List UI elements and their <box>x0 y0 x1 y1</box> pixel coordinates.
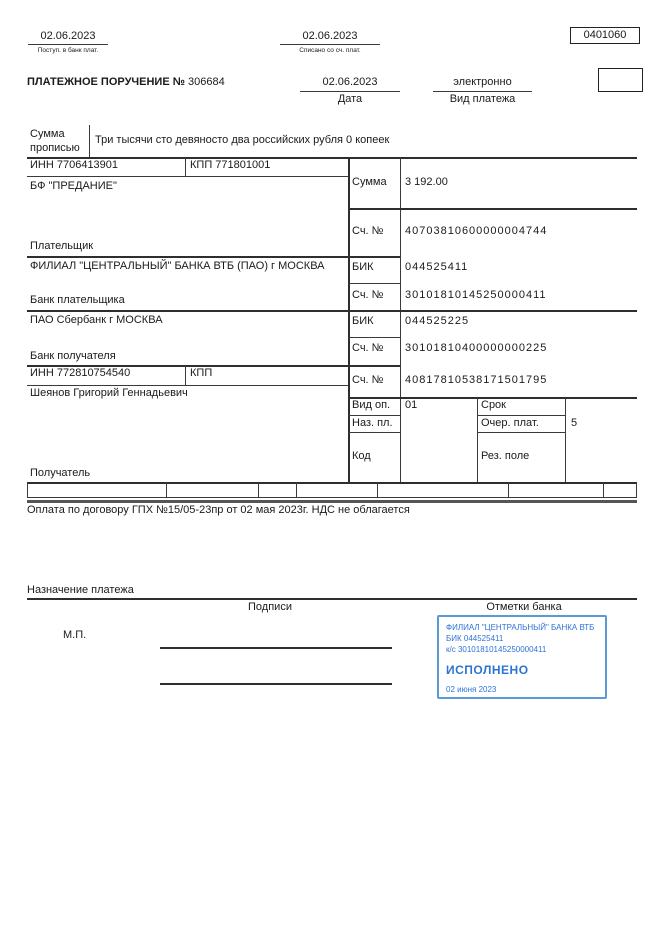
signature-line-1 <box>160 647 392 649</box>
fields-row-bottom-border <box>27 497 637 498</box>
payer-account-label: Сч. № <box>352 225 384 237</box>
amount-row-border <box>348 208 637 210</box>
stamp-bik: БИК 044525411 <box>446 634 504 643</box>
receiver-bank-label: Банк получателя <box>30 350 116 362</box>
payer-bank-account: 30101810145250000411 <box>405 289 547 301</box>
received-date-label: Поступ. в банк плат. <box>37 47 99 54</box>
fields-row-v1 <box>166 482 167 497</box>
fields-row-v7 <box>636 482 637 497</box>
receiver-bank-account-label: Сч. № <box>352 342 384 354</box>
receiver-account: 40817810538171501795 <box>405 374 548 386</box>
payer-bank-bik-box-border <box>348 283 400 284</box>
payer-bottom-border <box>27 256 400 258</box>
priority-box-border <box>477 432 565 433</box>
fields-row-v3 <box>296 482 297 497</box>
signatures-label: Подписи <box>248 601 292 613</box>
bank-stamp <box>437 615 607 699</box>
term-label: Срок <box>481 399 506 411</box>
amount-words-divider <box>89 125 90 157</box>
stamp-place-label: М.П. <box>63 629 87 641</box>
received-date: 02.06.2023 <box>40 30 96 42</box>
stamp-status: ИСПОЛНЕНО <box>446 663 529 677</box>
purpose-text: Оплата по договору ГПХ №15/05-23пр от 02 мая 2023г. НДС не облагается <box>27 504 410 516</box>
table-top-border <box>27 157 637 159</box>
pay-purpose-box-border <box>348 432 400 433</box>
payer-kpp: КПП 771801001 <box>190 159 271 171</box>
debited-date: 02.06.2023 <box>302 30 358 42</box>
stamp-bank-name: ФИЛИАЛ "ЦЕНТРАЛЬНЫЙ" БАНКА ВТБ <box>446 623 595 632</box>
amount-words-label: Сумма прописью <box>30 128 80 154</box>
table-bottom-border <box>27 482 637 484</box>
payer-label: Плательщик <box>30 240 94 252</box>
debited-date-underline <box>280 44 380 45</box>
payer-inn-kpp-divider <box>185 157 186 176</box>
payer-bank-bottom-border <box>27 310 637 312</box>
payment-type-underline <box>433 91 532 92</box>
table-mid-divider <box>348 157 350 482</box>
fields-row-v4 <box>377 482 378 497</box>
payer-name: БФ "ПРЕДАНИЕ" <box>30 180 117 192</box>
doc-date-value: 02.06.2023 <box>322 76 378 88</box>
receiver-name: Шеянов Григорий Геннадьевич <box>30 387 188 399</box>
payment-type-label: Вид платежа <box>449 93 516 105</box>
payment-type-code-box <box>598 68 643 92</box>
received-date-underline <box>28 44 108 45</box>
form-code-box <box>570 27 640 44</box>
priority-label: Очер. плат. <box>481 417 539 429</box>
purpose-bottom-border <box>27 598 637 600</box>
op-type-box-border <box>348 415 400 416</box>
receiver-bank-account: 30101810400000000225 <box>405 342 548 354</box>
receiver-bank-name: ПАО Сбербанк г МОСКВА <box>30 314 163 326</box>
term-box-border <box>477 415 565 416</box>
reserve-field-label: Рез. поле <box>481 450 530 462</box>
bank-marks-label: Отметки банка <box>486 601 562 613</box>
payer-bank-label: Банк плательщика <box>30 294 125 306</box>
priority-value: 5 <box>571 417 578 429</box>
signature-line-2 <box>160 683 392 685</box>
payer-account: 40703810600000004744 <box>405 225 548 237</box>
title-text: ПЛАТЕЖНОЕ ПОРУЧЕНИЕ № <box>27 76 185 88</box>
form-code: 0401060 <box>583 29 627 41</box>
amount-label: Сумма <box>352 176 387 188</box>
fields-row-v0 <box>27 482 28 497</box>
purpose-label: Назначение платежа <box>27 584 134 596</box>
receiver-kpp: КПП <box>190 367 213 379</box>
label-col-divider <box>400 157 401 482</box>
receiver-account-label: Сч. № <box>352 374 384 386</box>
op-type-value: 01 <box>405 399 418 411</box>
receiver-bank-bik-label: БИК <box>352 315 374 327</box>
receiver-label: Получатель <box>30 467 91 479</box>
payment-type-value: электронно <box>453 76 512 88</box>
fields-row-v6 <box>603 482 604 497</box>
payer-bank-bik: 044525411 <box>405 261 469 273</box>
code-label: Код <box>352 450 371 462</box>
receiver-inn-kpp-divider <box>185 365 186 385</box>
section-separator <box>27 500 637 503</box>
stamp-corr-account: к/с 30101810145250000411 <box>446 645 547 654</box>
amount-value: 3 192.00 <box>405 176 448 188</box>
payer-inn: ИНН 7706413901 <box>30 159 119 171</box>
amount-words-value: Три тысячи сто девяносто два российских рубля 0 копеек <box>95 134 390 146</box>
stamp-date: 02 июня 2023 <box>446 685 497 694</box>
op-col-divider-1 <box>477 397 478 482</box>
receiver-inn-row-border <box>27 385 348 386</box>
payer-bank-account-label: Сч. № <box>352 289 384 301</box>
payer-bank-bik-label: БИК <box>352 261 374 273</box>
receiver-bank-bik-box-border <box>348 337 400 338</box>
payer-bank-name: ФИЛИАЛ "ЦЕНТРАЛЬНЫЙ" БАНКА ВТБ (ПАО) г МОСКВА <box>30 260 325 272</box>
receiver-bank-bik: 044525225 <box>405 315 470 327</box>
fields-row-v5 <box>508 482 509 497</box>
debited-date-label: Списано со сч. плат. <box>299 47 361 54</box>
document-title <box>27 76 225 89</box>
op-type-label: Вид оп. <box>352 399 391 411</box>
doc-date-label: Дата <box>337 93 363 105</box>
fields-row-v2 <box>258 482 259 497</box>
op-col-divider-2 <box>565 397 566 482</box>
payer-inn-row-border <box>27 176 348 177</box>
document-number: 306684 <box>188 76 225 88</box>
doc-date-underline <box>300 91 400 92</box>
receiver-inn: ИНН 772810754540 <box>30 367 131 379</box>
pay-purpose-code-label: Наз. пл. <box>352 417 393 429</box>
